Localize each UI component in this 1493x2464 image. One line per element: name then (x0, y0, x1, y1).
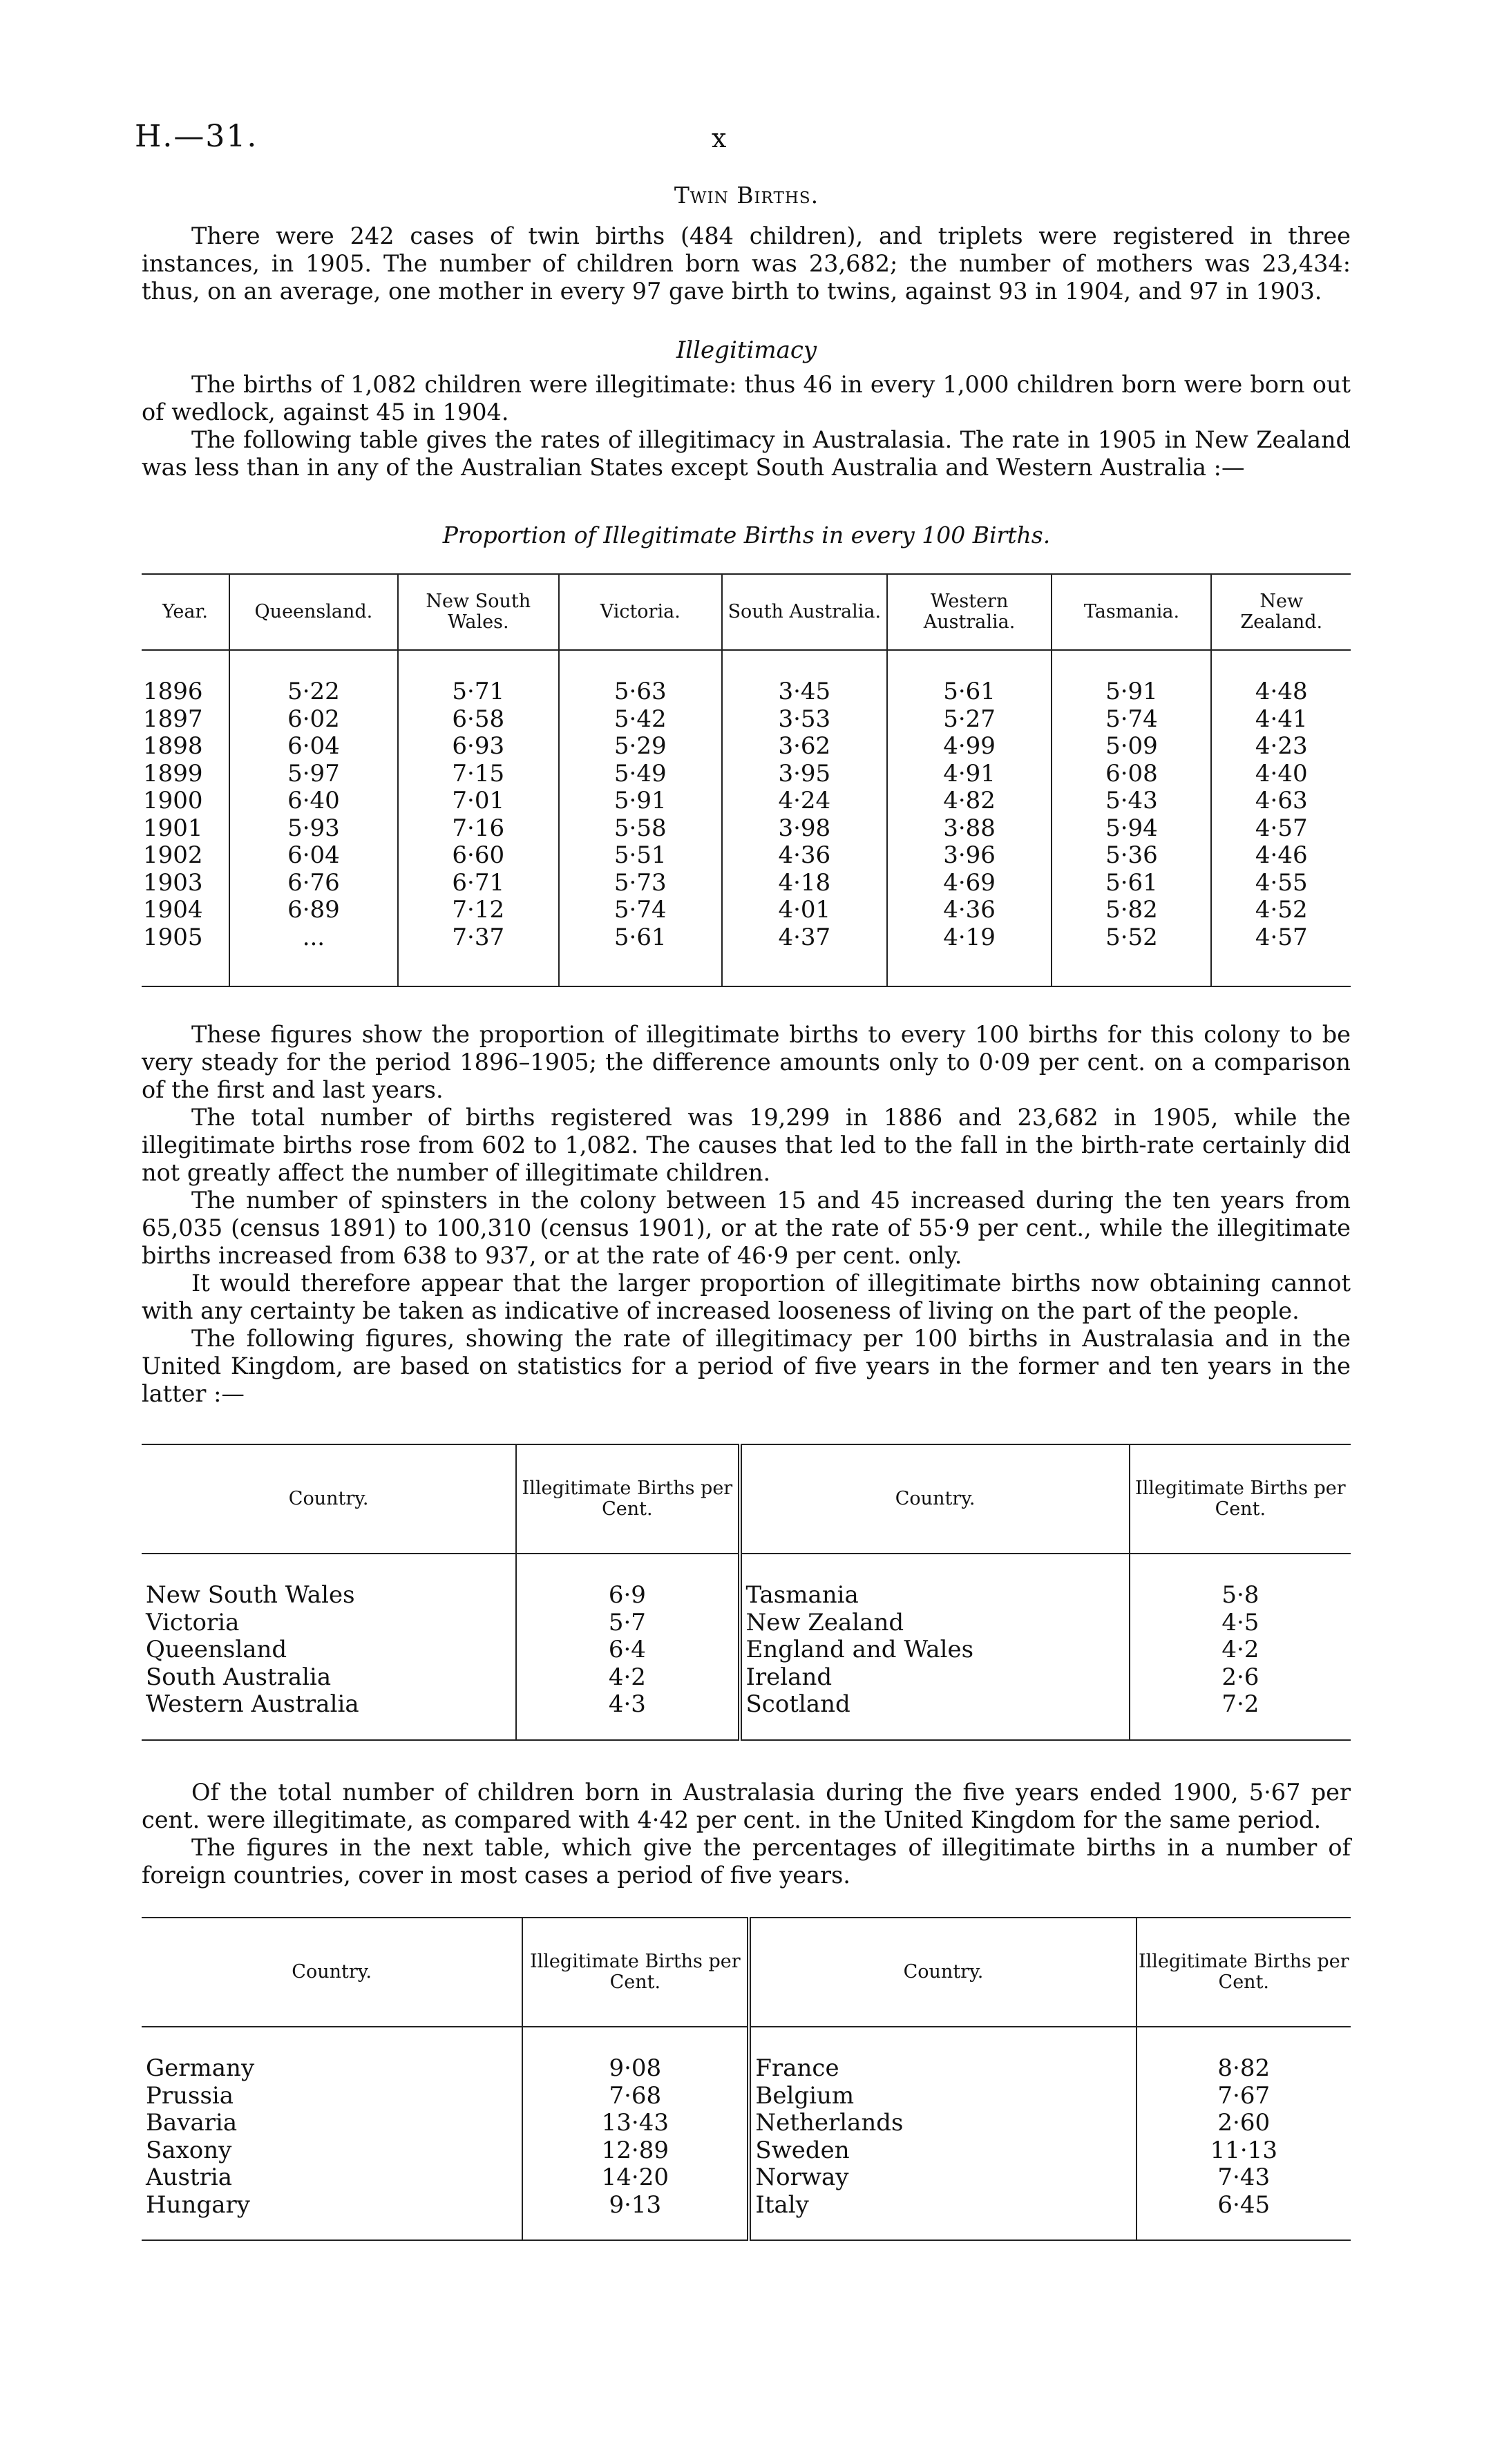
paragraph-conclusion: It would therefore appear that the larger proportion of illegitimate births now obtaining cannot with any certainty be taken as indicative of increased looseness of living on the part of the people. (142, 1270, 1351, 1324)
header-queensland: Queensland. (229, 574, 398, 650)
year-cell: 1899 (143, 759, 203, 787)
year-cell: 1897 (143, 705, 203, 733)
rate-cell: 7·2 (1130, 1691, 1351, 1719)
rate-cell: 14·20 (522, 2164, 749, 2192)
paragraph-illegitimacy-2: The following table gives the rates of illegitimacy in Australasia. The rate in 1905 in New Zealand was less than in any of the Australian States except South Australia and Western Australia :— (142, 426, 1351, 481)
header-new-south-wales: New South Wales. (398, 574, 559, 650)
rate-cell: 6·71 (398, 870, 559, 897)
country-cell: South Australia (146, 1663, 332, 1691)
australasia-uk-table (142, 1444, 1351, 1741)
rate-cell: 3·98 (722, 815, 887, 843)
header-western-australia: Western Australia. (887, 574, 1052, 650)
rate-cell: 13·43 (522, 2110, 749, 2137)
rate-cell: 4·36 (722, 842, 887, 870)
rate-cell: 4·99 (887, 733, 1052, 761)
rate-cell: 4·82 (887, 787, 1052, 815)
rate-cell: 5·74 (1052, 706, 1211, 734)
rate-cell: 5·63 (559, 678, 722, 706)
rate-cell: 4·55 (1211, 870, 1351, 897)
document-reference: H.—31. (135, 119, 258, 154)
rate-cell: 4·19 (887, 924, 1052, 952)
rate-cell: 6·04 (229, 733, 398, 761)
country-cell: Saxony (146, 2136, 232, 2164)
table-caption-proportion: Proportion of Illegitimate Births in every 100 Births. (442, 522, 1051, 548)
rate-cell: 11·13 (1137, 2137, 1351, 2165)
rate-cell: 5·27 (887, 706, 1052, 734)
rate-cell: 4·5 (1130, 1610, 1351, 1637)
rate-cell: 5·61 (559, 924, 722, 952)
rate-cell: 4·91 (887, 761, 1052, 788)
rate-cell: 6·4 (516, 1636, 739, 1664)
country-cell: Prussia (146, 2081, 234, 2110)
rate-cell: 12·89 (522, 2137, 749, 2165)
header-new-zealand: New Zealand. (1211, 574, 1351, 650)
country-cell: Austria (146, 2164, 232, 2191)
rate-cell: 2·6 (1130, 1664, 1351, 1692)
country-cell: Sweden (749, 2137, 1136, 2165)
rate-cell: 5·51 (559, 842, 722, 870)
table-row (142, 897, 1351, 924)
rate-cell: 5·91 (1052, 678, 1211, 706)
header-country-left: Country. (142, 1918, 522, 2027)
rate-cell: 5·58 (559, 815, 722, 843)
section-title-twin-births: Twin Births. (674, 182, 819, 209)
rate-cell: 6·04 (229, 842, 398, 870)
country-cell: Netherlands (749, 2110, 1136, 2137)
year-cell: 1903 (143, 868, 203, 897)
country-cell: France (749, 2055, 1136, 2083)
rate-cell: 6·08 (1052, 761, 1211, 788)
year-cell: 1898 (143, 732, 203, 760)
year-cell: 1901 (143, 814, 203, 842)
header-rate-right: Illegitimate Births per Cent. (1130, 1444, 1351, 1554)
rate-cell: 7·16 (398, 815, 559, 843)
rate-cell: 5·97 (229, 761, 398, 788)
table-row (142, 2192, 1351, 2219)
table-row (142, 1582, 1351, 1610)
year-cell: 1905 (143, 923, 203, 951)
paragraph-australasia-comparison: Of the total number of children born in Australasia during the five years ended 1900, 5·67 per cent. were illegitimate, as compared with 4·42 per cent. in the United Kingdom for the same period. (142, 1779, 1351, 1833)
rate-cell: 5·42 (559, 706, 722, 734)
paragraph-spinsters: The number of spinsters in the colony between 15 and 45 increased during the ten years from 65,035 (census 1891) to 100,310 (census 1901), or at the rate of 55·9 per cent., while the illegitimate births increased from 638 to 937, or at the rate of 46·9 per cent. only. (142, 1187, 1351, 1269)
rate-cell: 7·67 (1137, 2083, 1351, 2110)
rate-cell: 5·94 (1052, 815, 1211, 843)
rate-cell: 6·93 (398, 733, 559, 761)
rate-cell: 9·08 (522, 2055, 749, 2083)
year-cell: 1902 (143, 841, 203, 869)
rate-cell: 6·9 (516, 1582, 739, 1610)
rate-cell: 3·95 (722, 761, 887, 788)
rate-cell: 6·89 (229, 897, 398, 924)
rate-cell: 5·82 (1052, 897, 1211, 924)
rate-cell: 7·43 (1137, 2164, 1351, 2192)
table-row (142, 2137, 1351, 2165)
rate-cell: 3·45 (722, 678, 887, 706)
country-cell: Belgium (749, 2083, 1136, 2110)
rate-cell: 6·02 (229, 706, 398, 734)
country-cell: England and Wales (740, 1636, 1130, 1664)
year-cell: 1900 (143, 787, 203, 814)
table-row (142, 1664, 1351, 1692)
header-rate-right: Illegitimate Births per Cent. (1137, 1918, 1351, 2027)
rate-cell: 7·68 (522, 2083, 749, 2110)
rate-cell: 4·52 (1211, 897, 1351, 924)
header-rate-left: Illegitimate Births per Cent. (516, 1444, 739, 1554)
rate-cell: 5·43 (1052, 787, 1211, 815)
table-row (142, 815, 1351, 843)
rate-cell: 6·45 (1137, 2192, 1351, 2219)
header-country-left: Country. (142, 1444, 516, 1554)
table-row (142, 842, 1351, 870)
rate-cell: 6·60 (398, 842, 559, 870)
table-row (142, 706, 1351, 734)
rate-cell: 4·36 (887, 897, 1052, 924)
country-cell: Norway (749, 2164, 1136, 2192)
rate-cell: 5·09 (1052, 733, 1211, 761)
table-row (142, 1610, 1351, 1637)
country-cell: Bavaria (146, 2109, 238, 2137)
rate-cell: 5·61 (1052, 870, 1211, 897)
country-cell: Victoria (146, 1608, 240, 1636)
rate-cell: ... (229, 924, 398, 952)
rate-cell: 4·57 (1211, 815, 1351, 843)
paragraph-twin-births: There were 242 cases of twin births (484 children), and triplets were registered in three instances, in 1905. The number of children born was 23,682; the number of mothers was 23,434: thus, on an average, one mother in every 97 gave birth to twins, against 93 in 1904, and 97 in 1903. (142, 222, 1351, 305)
rate-cell: 7·15 (398, 761, 559, 788)
paragraph-total-births: The total number of births registered was 19,299 in 1886 and 23,682 in 1905, while the illegitimate births rose from 602 to 1,082. The causes that led to the fall in the birth-rate certainly did not greatly affect the number of illegitimate children. (142, 1104, 1351, 1186)
rate-cell: 2·60 (1137, 2110, 1351, 2137)
rate-cell: 4·69 (887, 870, 1052, 897)
country-cell: Ireland (740, 1664, 1130, 1692)
country-cell: Italy (749, 2192, 1136, 2219)
header-rate-left: Illegitimate Births per Cent. (522, 1918, 749, 2027)
year-cell: 1904 (143, 896, 203, 924)
header-year: Year. (142, 574, 229, 650)
rate-cell: 4·24 (722, 787, 887, 815)
table-row (142, 2164, 1351, 2192)
rate-cell: 4·3 (516, 1691, 739, 1719)
table-row (142, 1691, 1351, 1719)
rate-cell: 6·40 (229, 787, 398, 815)
rate-cell: 5·74 (559, 897, 722, 924)
table-row (142, 1636, 1351, 1664)
rate-cell: 4·2 (516, 1664, 739, 1692)
paragraph-illegitimacy-1: The births of 1,082 children were illegitimate: thus 46 in every 1,000 children born were born out of wedlock, against 45 in 1904. (142, 371, 1351, 426)
rate-cell: 5·52 (1052, 924, 1211, 952)
country-cell: Tasmania (740, 1582, 1130, 1610)
country-cell: Queensland (146, 1636, 287, 1663)
rate-cell: 3·88 (887, 815, 1052, 843)
year-cell: 1896 (143, 678, 203, 705)
country-cell: Scotland (740, 1691, 1130, 1719)
table-row (142, 2055, 1351, 2083)
table-row (142, 787, 1351, 815)
rate-cell: 6·76 (229, 870, 398, 897)
rate-cell: 5·93 (229, 815, 398, 843)
table-row (142, 761, 1351, 788)
rate-cell: 5·7 (516, 1610, 739, 1637)
rate-cell: 4·41 (1211, 706, 1351, 734)
header-tasmania: Tasmania. (1052, 574, 1211, 650)
table-header-row (142, 1444, 1351, 1554)
rate-cell: 4·46 (1211, 842, 1351, 870)
rate-cell: 4·48 (1211, 678, 1351, 706)
rate-cell: 6·58 (398, 706, 559, 734)
rate-cell: 5·71 (398, 678, 559, 706)
rate-cell: 5·61 (887, 678, 1052, 706)
header-country-right: Country. (740, 1444, 1130, 1554)
paragraph-steady-figures: These figures show the proportion of illegitimate births to every 100 births for this colony to be very steady for the period 1896–1905; the difference amounts only to 0·09 per cent. on a comparison of the first and last years. (142, 1021, 1351, 1103)
rate-cell: 7·37 (398, 924, 559, 952)
table-row (142, 2110, 1351, 2137)
rate-cell: 3·62 (722, 733, 887, 761)
table-header-row (142, 574, 1351, 650)
rate-cell: 5·73 (559, 870, 722, 897)
page-number: x (712, 123, 727, 153)
rate-cell: 7·12 (398, 897, 559, 924)
country-cell: Western Australia (146, 1690, 359, 1718)
rate-cell: 4·57 (1211, 924, 1351, 952)
paragraph-following-figures: The following figures, showing the rate of illegitimacy per 100 births in Australasia and in the United Kingdom, are based on statistics for a period of five years in the former and ten years in the latter :— (142, 1325, 1351, 1407)
rate-cell: 4·23 (1211, 733, 1351, 761)
country-cell: New South Wales (146, 1581, 355, 1609)
paragraph-foreign-countries: The figures in the next table, which give the percentages of illegitimate births in a number of foreign countries, cover in most cases a period of five years. (142, 1834, 1351, 1889)
rate-cell: 5·22 (229, 678, 398, 706)
rate-cell: 3·53 (722, 706, 887, 734)
header-country-right: Country. (749, 1918, 1136, 2027)
rate-cell: 5·36 (1052, 842, 1211, 870)
rate-cell: 4·01 (722, 897, 887, 924)
country-cell: New Zealand (740, 1610, 1130, 1637)
rate-cell: 4·37 (722, 924, 887, 952)
rate-cell: 4·40 (1211, 761, 1351, 788)
rate-cell: 4·2 (1130, 1636, 1351, 1664)
table-row (142, 678, 1351, 706)
table-row (142, 2083, 1351, 2110)
table-row (142, 733, 1351, 761)
table-header-row (142, 1918, 1351, 2027)
country-cell: Germany (146, 2054, 255, 2082)
header-south-australia: South Australia. (722, 574, 887, 650)
header-victoria: Victoria. (559, 574, 722, 650)
illegitimacy-rates-table (142, 573, 1351, 987)
table-row (142, 870, 1351, 897)
rate-cell: 8·82 (1137, 2055, 1351, 2083)
section-title-illegitimacy: Illegitimacy (676, 336, 817, 364)
rate-cell: 4·63 (1211, 787, 1351, 815)
rate-cell: 5·29 (559, 733, 722, 761)
rate-cell: 5·91 (559, 787, 722, 815)
rate-cell: 3·96 (887, 842, 1052, 870)
foreign-countries-table (142, 1917, 1351, 2241)
country-cell: Hungary (146, 2190, 250, 2219)
rate-cell: 5·8 (1130, 1582, 1351, 1610)
rate-cell: 9·13 (522, 2192, 749, 2219)
table-row (142, 924, 1351, 952)
rate-cell: 5·49 (559, 761, 722, 788)
rate-cell: 4·18 (722, 870, 887, 897)
rate-cell: 7·01 (398, 787, 559, 815)
